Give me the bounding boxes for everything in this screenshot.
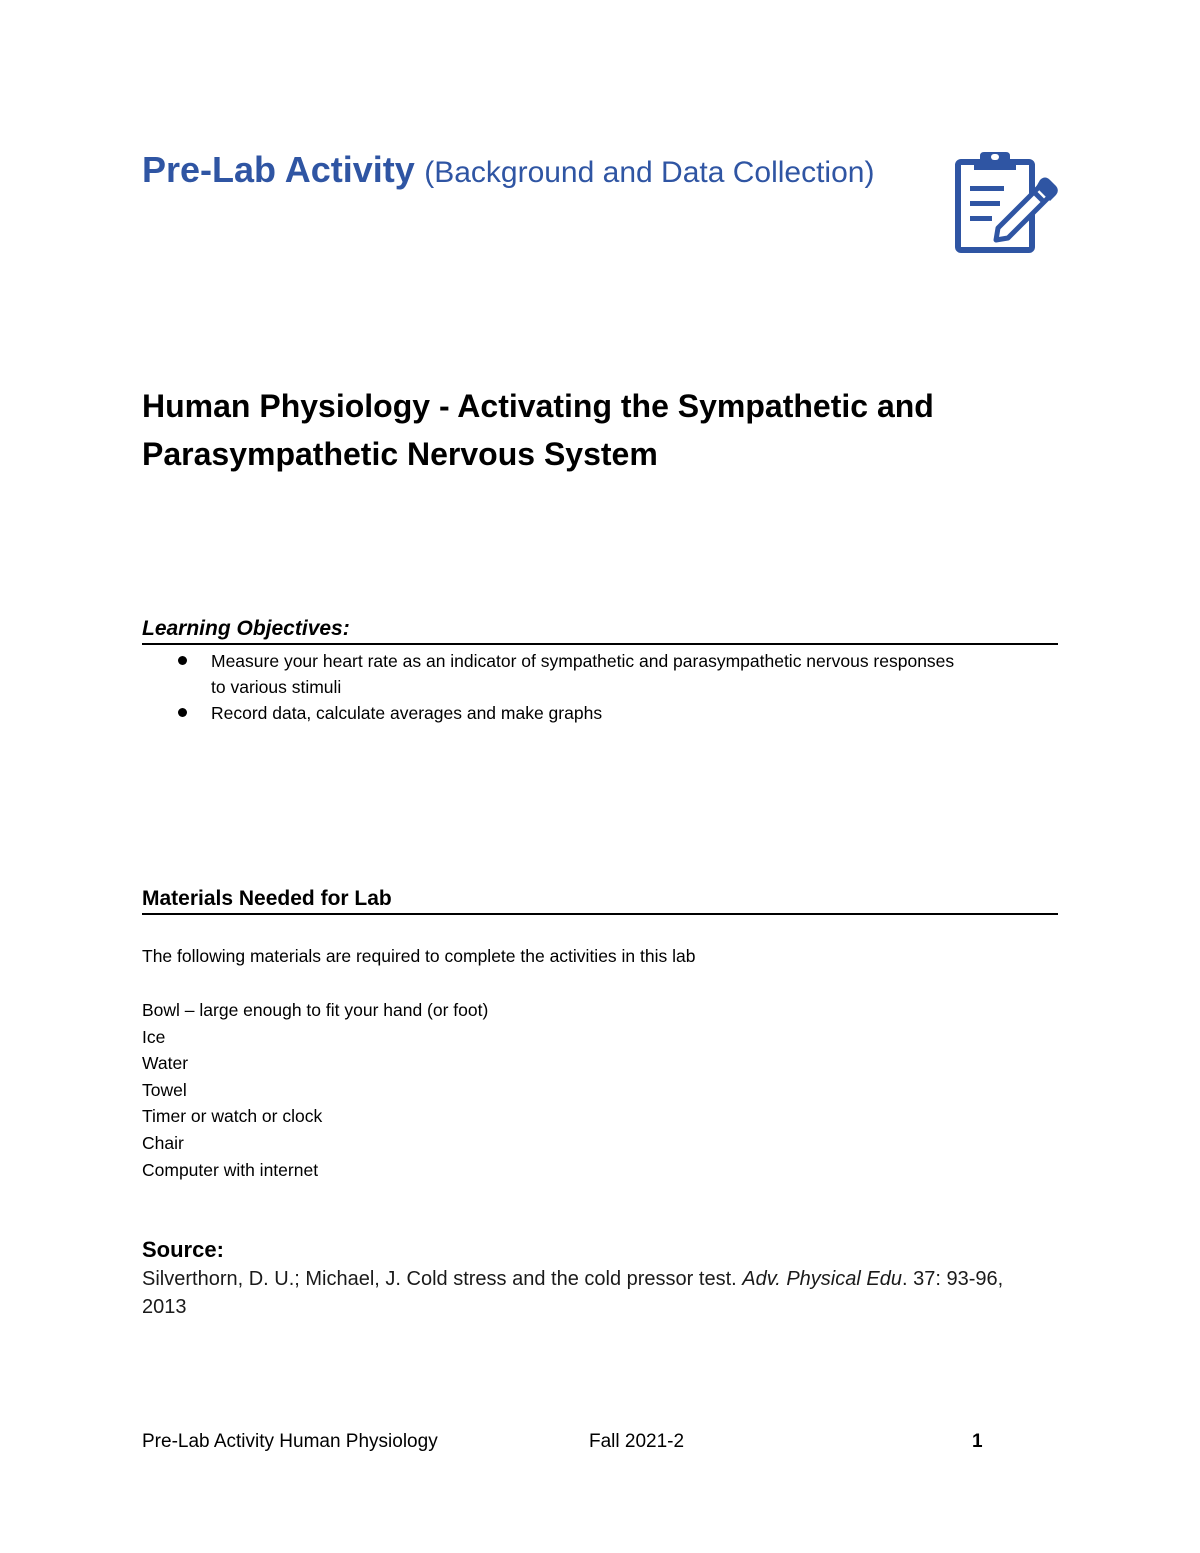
bullet-icon xyxy=(178,708,187,717)
clipboard-edit-icon xyxy=(950,148,1060,258)
citation-journal: Adv. Physical Edu xyxy=(742,1268,902,1290)
citation-line-1 xyxy=(142,1265,1072,1293)
objective-text-line-1: Record data, calculate averages and make graphs xyxy=(211,703,603,723)
material-item: Water xyxy=(142,1053,189,1074)
document-title-line-2: Parasympathetic Nervous System xyxy=(142,436,658,472)
document-title xyxy=(142,382,1042,478)
document-title-line-1: Human Physiology - Activating the Sympathetic and xyxy=(142,388,934,424)
source-heading: Source: xyxy=(142,1237,224,1262)
footer-page-number: 1 xyxy=(972,1431,983,1452)
materials-list xyxy=(142,997,488,1183)
objective-text-line-1: Measure your heart rate as an indicator of sympathetic and parasympathetic nervous responses xyxy=(211,651,955,671)
material-item: Timer or watch or clock xyxy=(142,1106,323,1127)
learning-objectives-heading: Learning Objectives: xyxy=(142,615,1058,645)
activity-subtitle: (Background and Data Collection) xyxy=(424,156,875,189)
footer-document-name: Pre-Lab Activity Human Physiology xyxy=(142,1431,438,1452)
citation-year: 2013 xyxy=(142,1296,187,1318)
activity-title: Pre-Lab Activity xyxy=(142,149,415,190)
objective-item xyxy=(142,700,1062,726)
objective-text-line-2: to various stimuli xyxy=(211,677,342,697)
objective-item xyxy=(142,648,1062,700)
material-item: Chair xyxy=(142,1132,184,1153)
material-item: Towel xyxy=(142,1079,187,1100)
materials-intro: The following materials are required to complete the activities in this lab xyxy=(142,946,696,966)
material-item: Computer with internet xyxy=(142,1159,319,1180)
objectives-list xyxy=(142,648,1062,726)
materials-heading: Materials Needed for Lab xyxy=(142,885,1058,915)
source-citation xyxy=(142,1265,1072,1321)
citation-authors-title: Silverthorn, D. U.; Michael, J. Cold stress and the cold pressor test. xyxy=(142,1268,737,1290)
activity-header xyxy=(142,146,942,197)
citation-volume-pages: . 37: 93-96, xyxy=(901,1268,1004,1290)
footer-term: Fall 2021-2 xyxy=(589,1431,685,1452)
material-item: Bowl – large enough to fit your hand (or foot) xyxy=(142,1000,489,1020)
bullet-icon xyxy=(178,656,187,665)
material-item: Ice xyxy=(142,1026,166,1047)
